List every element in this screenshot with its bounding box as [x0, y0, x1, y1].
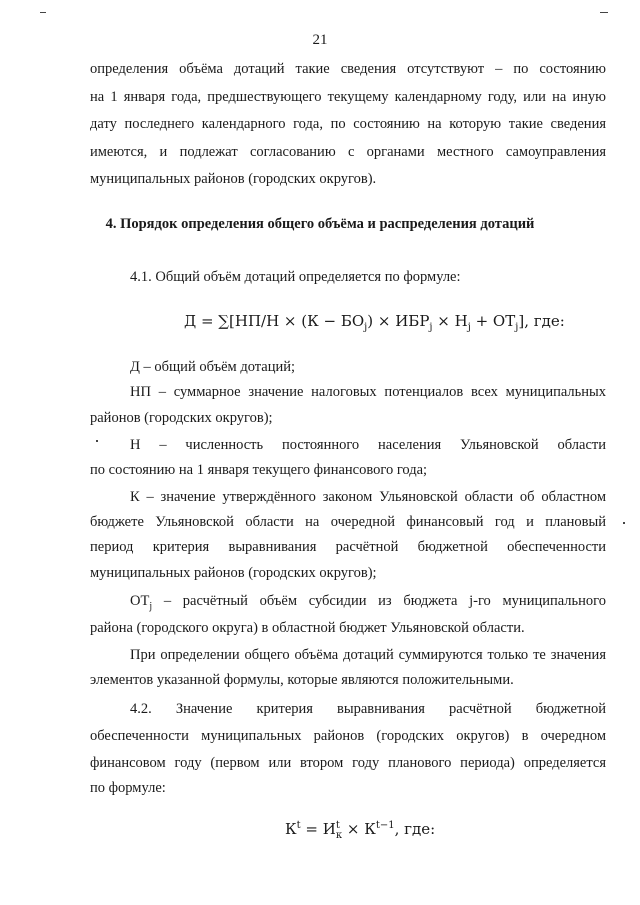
intro-line: на 1 января года, предшествующего текущему календарному году, или на иную: [90, 89, 606, 105]
scan-mark: [40, 12, 46, 13]
definition-n: Н – численность постоянного населения Ульяновской области: [130, 437, 606, 453]
definition-ot: $ОТ_j$ – расчётный объём субсидии из бюджета j-го муниципального: [130, 593, 606, 612]
definition-k: К – значение утверждённого законом Ульяновской области об областном: [130, 489, 606, 505]
scan-mark: [96, 440, 98, 442]
definition-k-cont: бюджете Ульяновской области на очередной финансовый год и плановый: [90, 514, 606, 530]
section-heading: 4. Порядок определения общего объёма и распределения дотаций: [105, 216, 535, 232]
definition-np-cont: районов (городских округов);: [90, 410, 273, 426]
definition-d: Д – общий объём дотаций;: [130, 359, 296, 375]
scan-mark: [600, 12, 608, 13]
definition-k-cont: муниципальных районов (городских округов);: [90, 565, 377, 581]
page-number: 21: [312, 32, 328, 48]
definition-np: НП – суммарное значение налоговых потенциалов всех муниципальных: [130, 384, 606, 400]
formula-criterion: $К^t = И^t_к \times К^{t-1}$, где:: [285, 820, 436, 841]
definition-n-cont: по состоянию на 1 января текущего финансового года;: [90, 462, 428, 478]
intro-line: определения объёма дотаций такие сведения отсутствуют – по состоянию: [90, 61, 606, 77]
paragraph-4-2-cont: по формуле:: [90, 780, 166, 796]
formula-total-subsidies: $Д = \sum[НП/Н \times (К - БО_j) \times ИБР_j \times Н_j + ОТ_j]$, где:: [184, 312, 565, 333]
paragraph-4-1: 4.1. Общий объём дотаций определяется по формуле:: [130, 269, 461, 285]
note-line: При определении общего объёма дотаций суммируются только те значения: [130, 647, 606, 663]
paragraph-4-2: 4.2. Значение критерия выравнивания расчётной бюджетной: [130, 701, 606, 717]
note-line: элементов указанной формулы, которые являются положительными.: [90, 672, 514, 688]
definition-ot-cont: района (городского округа) в областной бюджет Ульяновской области.: [90, 620, 525, 636]
scan-mark: [623, 522, 625, 524]
paragraph-4-2-cont: обеспеченности муниципальных районов (городских округов) в очередном: [90, 728, 606, 744]
intro-line: дату последнего календарного года, по состоянию на которую такие сведения: [90, 116, 606, 132]
paragraph-4-2-cont: финансовом году (первом или втором году планового периода) определяется: [90, 755, 606, 771]
intro-line: имеются, и подлежат согласованию с органами местного самоуправления: [90, 144, 606, 160]
definition-k-cont: период критерия выравнивания расчётной бюджетной обеспеченности: [90, 539, 606, 555]
intro-line: муниципальных районов (городских округов).: [90, 171, 377, 187]
